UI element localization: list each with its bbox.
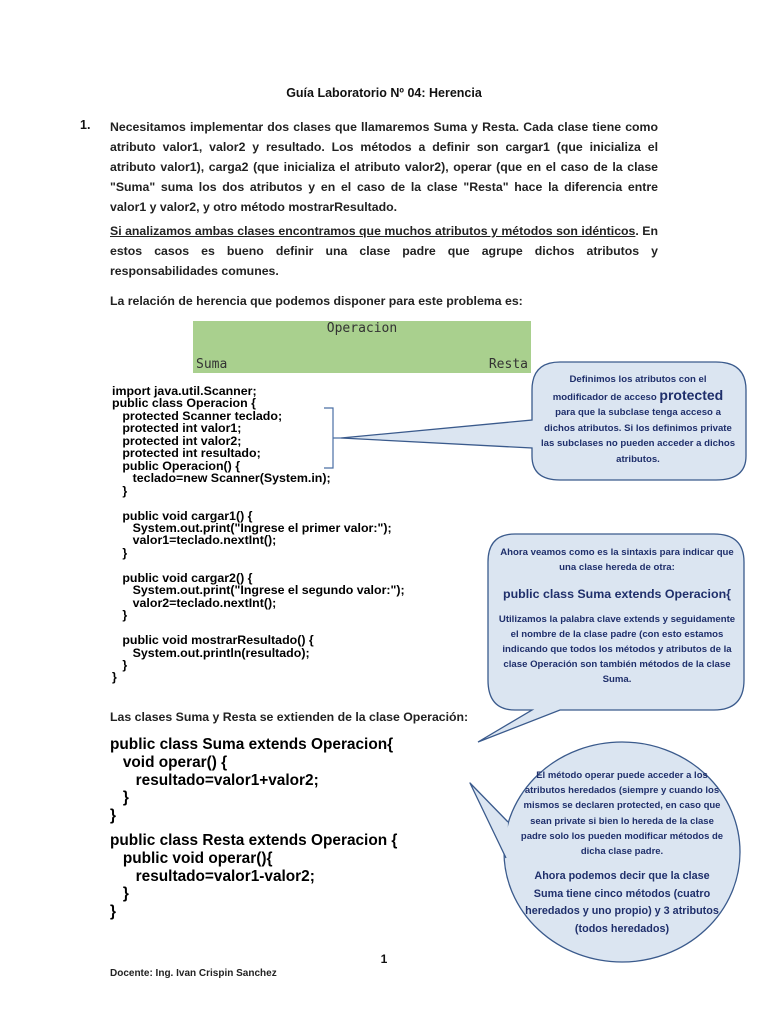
code-resta: public class Resta extends Operacion { public void operar(){ resultado=valor1-valor2; } }: [110, 832, 398, 921]
underlined-text: Si analizamos ambas clases encontramos que muchos atributos y métodos son idénticos: [110, 224, 636, 238]
diagram-parent-label: Operacion: [326, 321, 398, 336]
attributes-brace: [324, 408, 341, 468]
callout-protected-rest: para que la subclase tenga acceso a dichos atributos. Si los definimos private las subclases no pueden acceder a dichos atributos.: [540, 407, 736, 465]
page-title: Guía Laboratorio Nº 04: Herencia: [286, 86, 482, 100]
callout-syntax-intro: Ahora veamos como es la sintaxis para indicar que una clase hereda de otra:: [500, 547, 734, 573]
diagram-child-left-label: Suma: [196, 357, 228, 372]
callout-syntax-text: [497, 545, 737, 687]
code-operacion: import java.util.Scanner; public class Operacion { protected Scanner teclado; protected int valor1; protected int valor2; protected int resultado; public Operacion() { teclado=new Scanner(System.in); } public void cargar1() { System.out.print("Ingrese el primer valor:"); valor1=teclado.nextInt(); } public void cargar2() { System.out.print("Ingrese el segundo valor:"); valor2=teclado.nextInt(); } public void mostrarResultado() { System.out.println(resultado); } }: [112, 384, 405, 685]
paragraph-analysis-rest: . En estos casos es bueno definir una clase padre que agrupe dichos atributos y responsabilidades comunes.: [110, 224, 658, 278]
callout-protected-line2: [540, 388, 736, 406]
paragraph-relation: La relación de herencia que podemos disponer para este problema es:: [110, 294, 523, 308]
list-number: 1.: [80, 118, 91, 132]
callout-syntax-code: public class Suma extends Operacion{: [503, 587, 731, 601]
callout-protected-text: [540, 372, 736, 467]
callout-operar-pointer: [470, 783, 508, 858]
subtitle-extend: Las clases Suma y Resta se extienden de la clase Operación:: [110, 710, 469, 724]
callout-protected-line2-pre: modificador de acceso: [552, 391, 660, 403]
callout-operar-conclusion: Ahora podemos decir que la clase Suma tiene cinco métodos (cuatro heredados y uno propio) y 3 atributos (todos heredados): [525, 870, 719, 935]
footer-author: Docente: Ing. Ivan Crispin Sanchez: [110, 968, 277, 979]
callout-operar-text: [520, 768, 724, 938]
callout-protected-keyword: protected: [659, 386, 724, 403]
callout-operar-body: El método operar puede acceder a los atributos heredados (siempre y cuando los mismos se declaren protected, en caso que sean private si bien lo hereda de la clase padre solo los pueden modificar métodos de dicha clase padre.: [520, 770, 724, 858]
paragraph-intro: Necesitamos implementar dos clases que llamaremos Suma y Resta. Cada clase tiene como atributo valor1, valor2 y resultado. Los métodos a definir son cargar1 (que inicializa el atributo valor1), carga2 (que inicializa el atributo valor2), operar (que en el caso de la clase "Suma" suma los dos atributos y en el caso de la clase "Resta" hace la diferencia entre valor1 y valor2, y otro método mostrarResultado.: [110, 120, 658, 214]
callout-operar-pointer-mask: [506, 823, 508, 856]
code-suma: public class Suma extends Operacion{ void operar() { resultado=valor1+valor2; } }: [110, 736, 394, 825]
callout-protected-line1: Definimos los atributos con el: [569, 374, 707, 385]
callout-syntax-body: Utilizamos la palabra clave extends y seguidamente el nombre de la clase padre (con esto estamos indicando que todos los métodos y atributos de la clase Operación son también métodos de la clase Suma.: [498, 614, 736, 685]
page-number: 1: [380, 952, 388, 966]
diagram-child-right-label: Resta: [488, 357, 528, 372]
